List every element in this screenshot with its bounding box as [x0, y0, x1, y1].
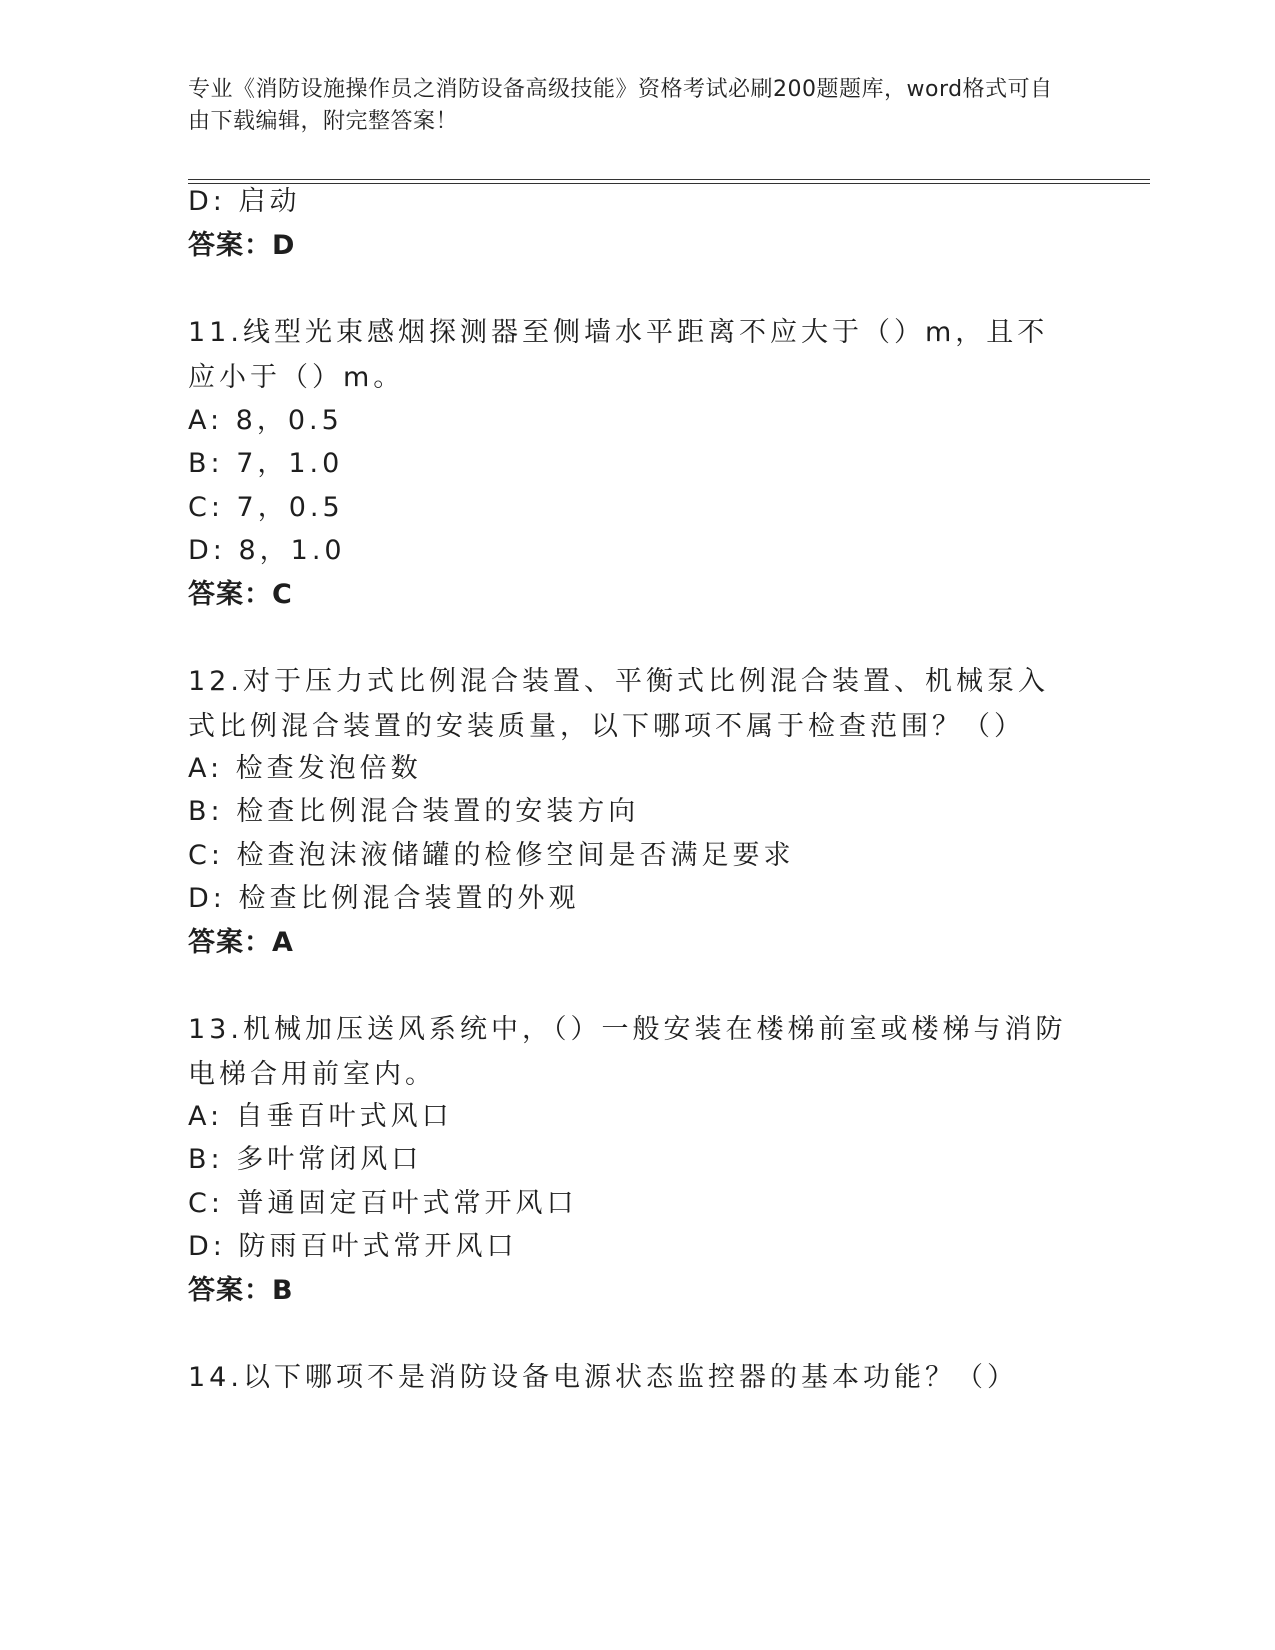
prev-option-d: D: 启动 — [188, 186, 301, 217]
q11-answer: 答案：C — [188, 579, 293, 610]
q11-option-c: C: 7，0.5 — [188, 492, 344, 523]
header-divider-bottom — [188, 183, 1150, 184]
q12-option-c: C: 检查泡沫液储罐的检修空间是否满足要求 — [188, 840, 795, 871]
q12-option-d: D: 检查比例混合装置的外观 — [188, 883, 580, 914]
q12-option-b: B: 检查比例混合装置的安装方向 — [188, 796, 640, 827]
document-header: 专业《消防设施操作员之消防设备高级技能》资格考试必刷200题题库，word格式可自由下载编辑，附完整答案！ — [188, 77, 1053, 134]
q12-option-a: A: 检查发泡倍数 — [188, 753, 422, 784]
q12-stem: 12.对于压力式比例混合装置、平衡式比例混合装置、机械泵入式比例混合装置的安装质量，以下哪项不属于检查范围？（） — [188, 666, 1049, 742]
q14-stem: 14.以下哪项不是消防设备电源状态监控器的基本功能？（） — [188, 1362, 1018, 1393]
q12-answer: 答案：A — [188, 927, 294, 958]
q13-option-c: C: 普通固定百叶式常开风口 — [188, 1188, 578, 1219]
header-divider-top — [188, 179, 1150, 180]
q11-option-b: B: 7，1.0 — [188, 448, 344, 479]
q11-stem: 11.线型光束感烟探测器至侧墙水平距离不应大于（）m，且不应小于（）m。 — [188, 317, 1049, 393]
q13-answer: 答案：B — [188, 1275, 294, 1306]
q13-option-d: D: 防雨百叶式常开风口 — [188, 1231, 518, 1262]
q13-option-b: B: 多叶常闭风口 — [188, 1144, 423, 1175]
q13-stem: 13.机械加压送风系统中，（）一般安装在楼梯前室或楼梯与消防电梯合用前室内。 — [188, 1014, 1067, 1090]
q11-option-d: D: 8，1.0 — [188, 535, 346, 566]
q11-option-a: A: 8，0.5 — [188, 405, 343, 436]
q13-option-a: A: 自垂百叶式风口 — [188, 1101, 453, 1132]
prev-answer: 答案：D — [188, 230, 296, 261]
